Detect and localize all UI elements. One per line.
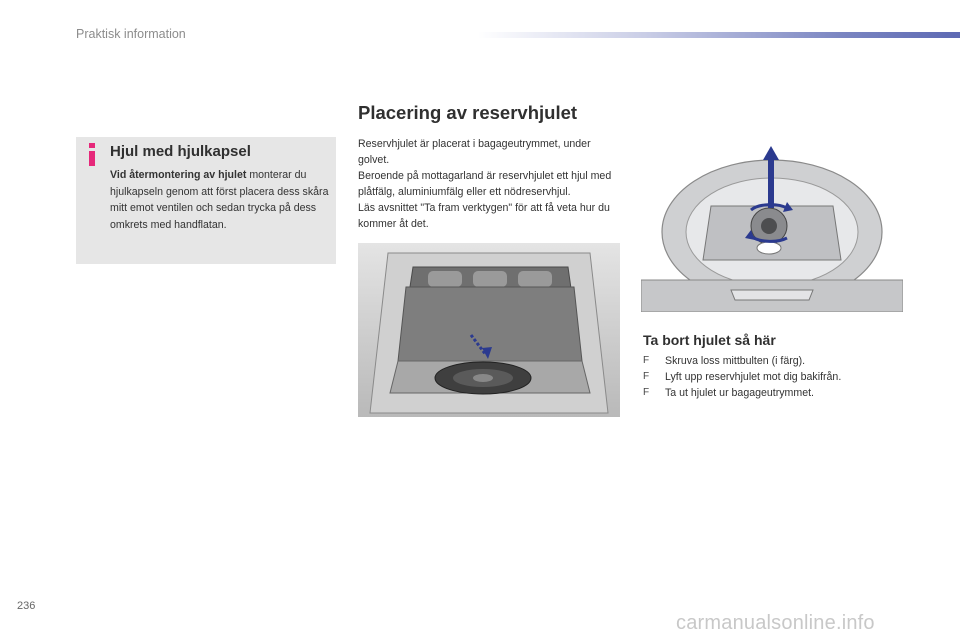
info-box-body: monterar du hjulkapseln genom att först placera dess skåra mitt emot ventilen och sedan trycka på dess omkrets med handflatan. (110, 169, 329, 231)
info-box-text (110, 167, 330, 233)
intro-paragraph: Reservhjulet är placerat i bagageutrymmet, under golvet. (358, 138, 591, 166)
list-item: F Ta ut hjulet ur bagageutrymmet. (643, 387, 814, 399)
list-item: F Lyft upp reservhjulet mot dig bakifrån. (643, 371, 842, 383)
trunk-illustration (358, 243, 620, 417)
watermark: carmanualsonline.info (676, 612, 875, 634)
bullet-icon: F (643, 387, 650, 398)
intro-paragraph: Beroende på mottagarland är reservhjulet ett hjul med plåtfälg, aluminiumfälg eller ett nödreservhjul. (358, 170, 612, 198)
info-box (76, 137, 336, 264)
page-title: Placering av reservhjulet (358, 102, 578, 123)
spare-wheel-illustration (641, 140, 903, 312)
info-box-lead: Vid återmontering av hjulet (110, 169, 247, 181)
list-item: F Skruva loss mittbulten (i färg). (643, 355, 806, 367)
bullet-icon: F (643, 371, 650, 382)
info-box-title: Hjul med hjulkapsel (110, 143, 251, 160)
bullet-icon: F (643, 355, 650, 366)
header-accent-bar (478, 32, 960, 38)
info-icon (87, 143, 97, 165)
intro-paragraph: Läs avsnittet "Ta fram verktygen" för att få veta hur du kommer åt det. (358, 202, 610, 230)
section-title: Praktisk information (76, 27, 186, 41)
page-number: 236 (17, 600, 36, 612)
removal-title: Ta bort hjulet så här (643, 332, 776, 348)
intro-text (358, 136, 623, 232)
removal-steps-list (643, 353, 913, 401)
